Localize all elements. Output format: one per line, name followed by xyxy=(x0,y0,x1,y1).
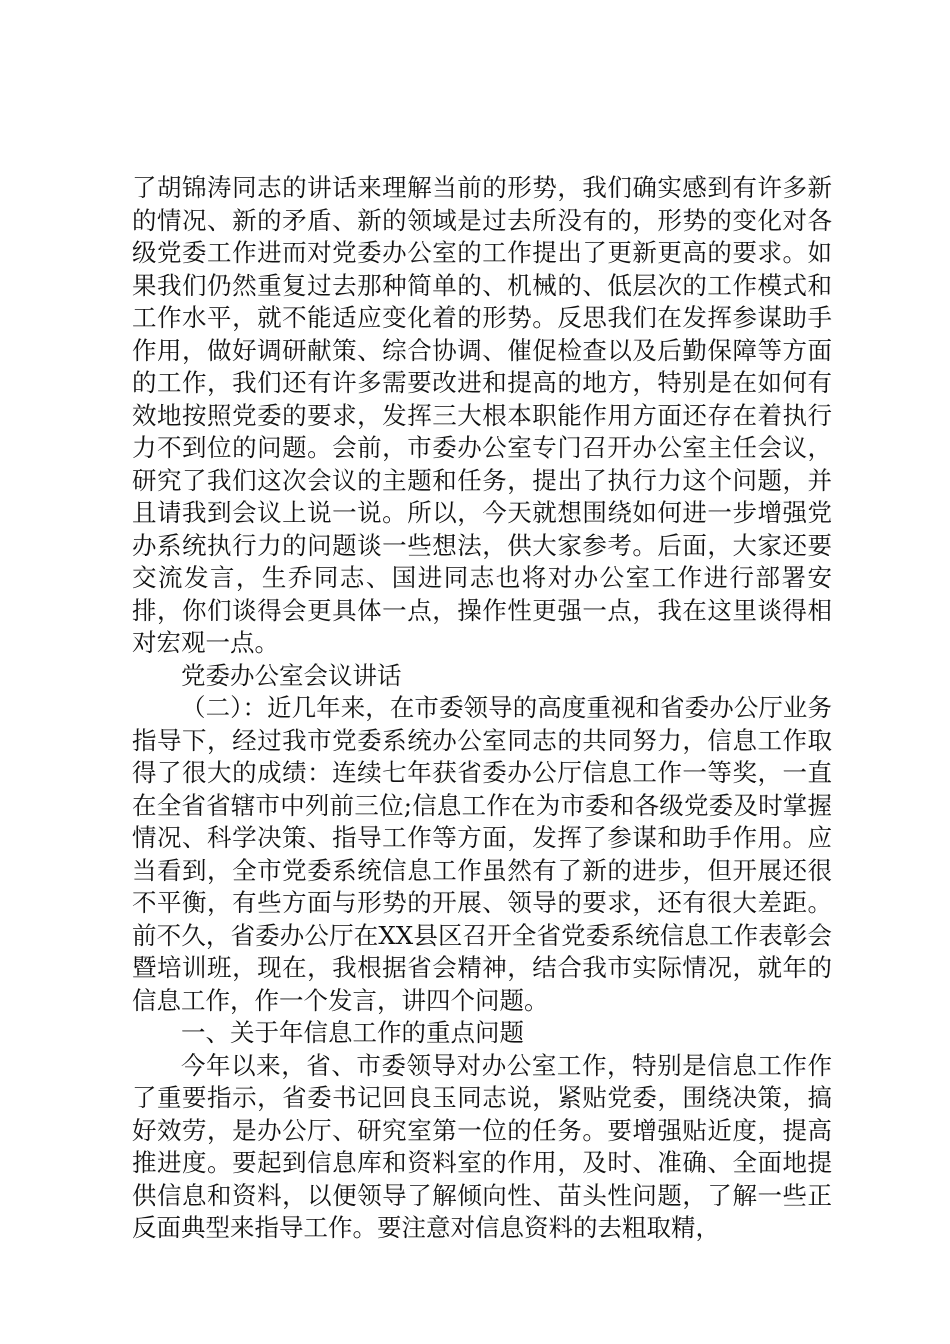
section-heading: 党委办公室会议讲话 xyxy=(181,660,402,690)
paragraph-continuation: 了胡锦涛同志的讲话来理解当前的形势，我们确实感到有许多新的情况、新的矛盾、新的领域是过去所没有的，形势的变化对各级党委工作进而对党委办公室的工作提出了更新更高的要求。如果我们仍然重复过去那种简单的、机械的、低层次的工作模式和工作水平，就不能适应变化着的形势。反思我们在发挥参谋助手作用，做好调研献策、综合协调、催促检查以及后勤保障等方面的工作，我们还有许多需要改进和提高的地方，特别是在如何有效地按照党委的要求，发挥三大根本职能作用方面还存在着执行力不到位的问题。会前，市委办公室专门召开办公室主任会议，研究了我们这次会议的主题和任务，提出了执行力这个问题，并且请我到会议上说一说。所以，今天就想围绕如何进一步增强党办系统执行力的问题谈一些想法，供大家参考。后面，大家还要交流发言，生乔同志、国进同志也将对办公室工作进行部署安排，你们谈得会更具体一点，操作性更强一点，我在这里谈得相对宏观一点。 xyxy=(132,173,832,657)
section-heading: 一、关于年信息工作的重点问题 xyxy=(181,1018,524,1047)
document-body xyxy=(132,172,832,1245)
paragraph: （二）：近几年来，在市委领导的高度重视和省委办公厅业务指导下，经过我市党委系统办公室同志的共同努力，信息工作取得了很大的成绩：连续七年获省委办公厅信息工作一等奖，一直在全省省辖市中列前三位;信息工作在为市委和各级党委及时掌握情况、科学决策、指导工作等方面，发挥了参谋和助手作用。应当看到，全市党委系统信息工作虽然有了新的进步，但开展还很不平衡，有些方面与形势的开展、领导的要求，还有很大差距。前不久，省委办公厅在XX县区召开全省党委系统信息工作表彰会暨培训班，现在，我根据省会精神，结合我市实际情况，就年的信息工作，作一个发言，讲四个问题。 xyxy=(132,693,832,1015)
paragraph: 今年以来，省、市委领导对办公室工作，特别是信息工作作了重要指示，省委书记回良玉同志说，紧贴党委，围绕决策，搞好效劳，是办公厅、研究室第一位的任务。要增强贴近度，提高推进度。要起到信息库和资料室的作用，及时、准确、全面地提供信息和资料，以便领导了解倾向性、苗头性问题，了解一些正反面典型来指导工作。要注意对信息资料的去粗取精， xyxy=(132,1050,832,1242)
